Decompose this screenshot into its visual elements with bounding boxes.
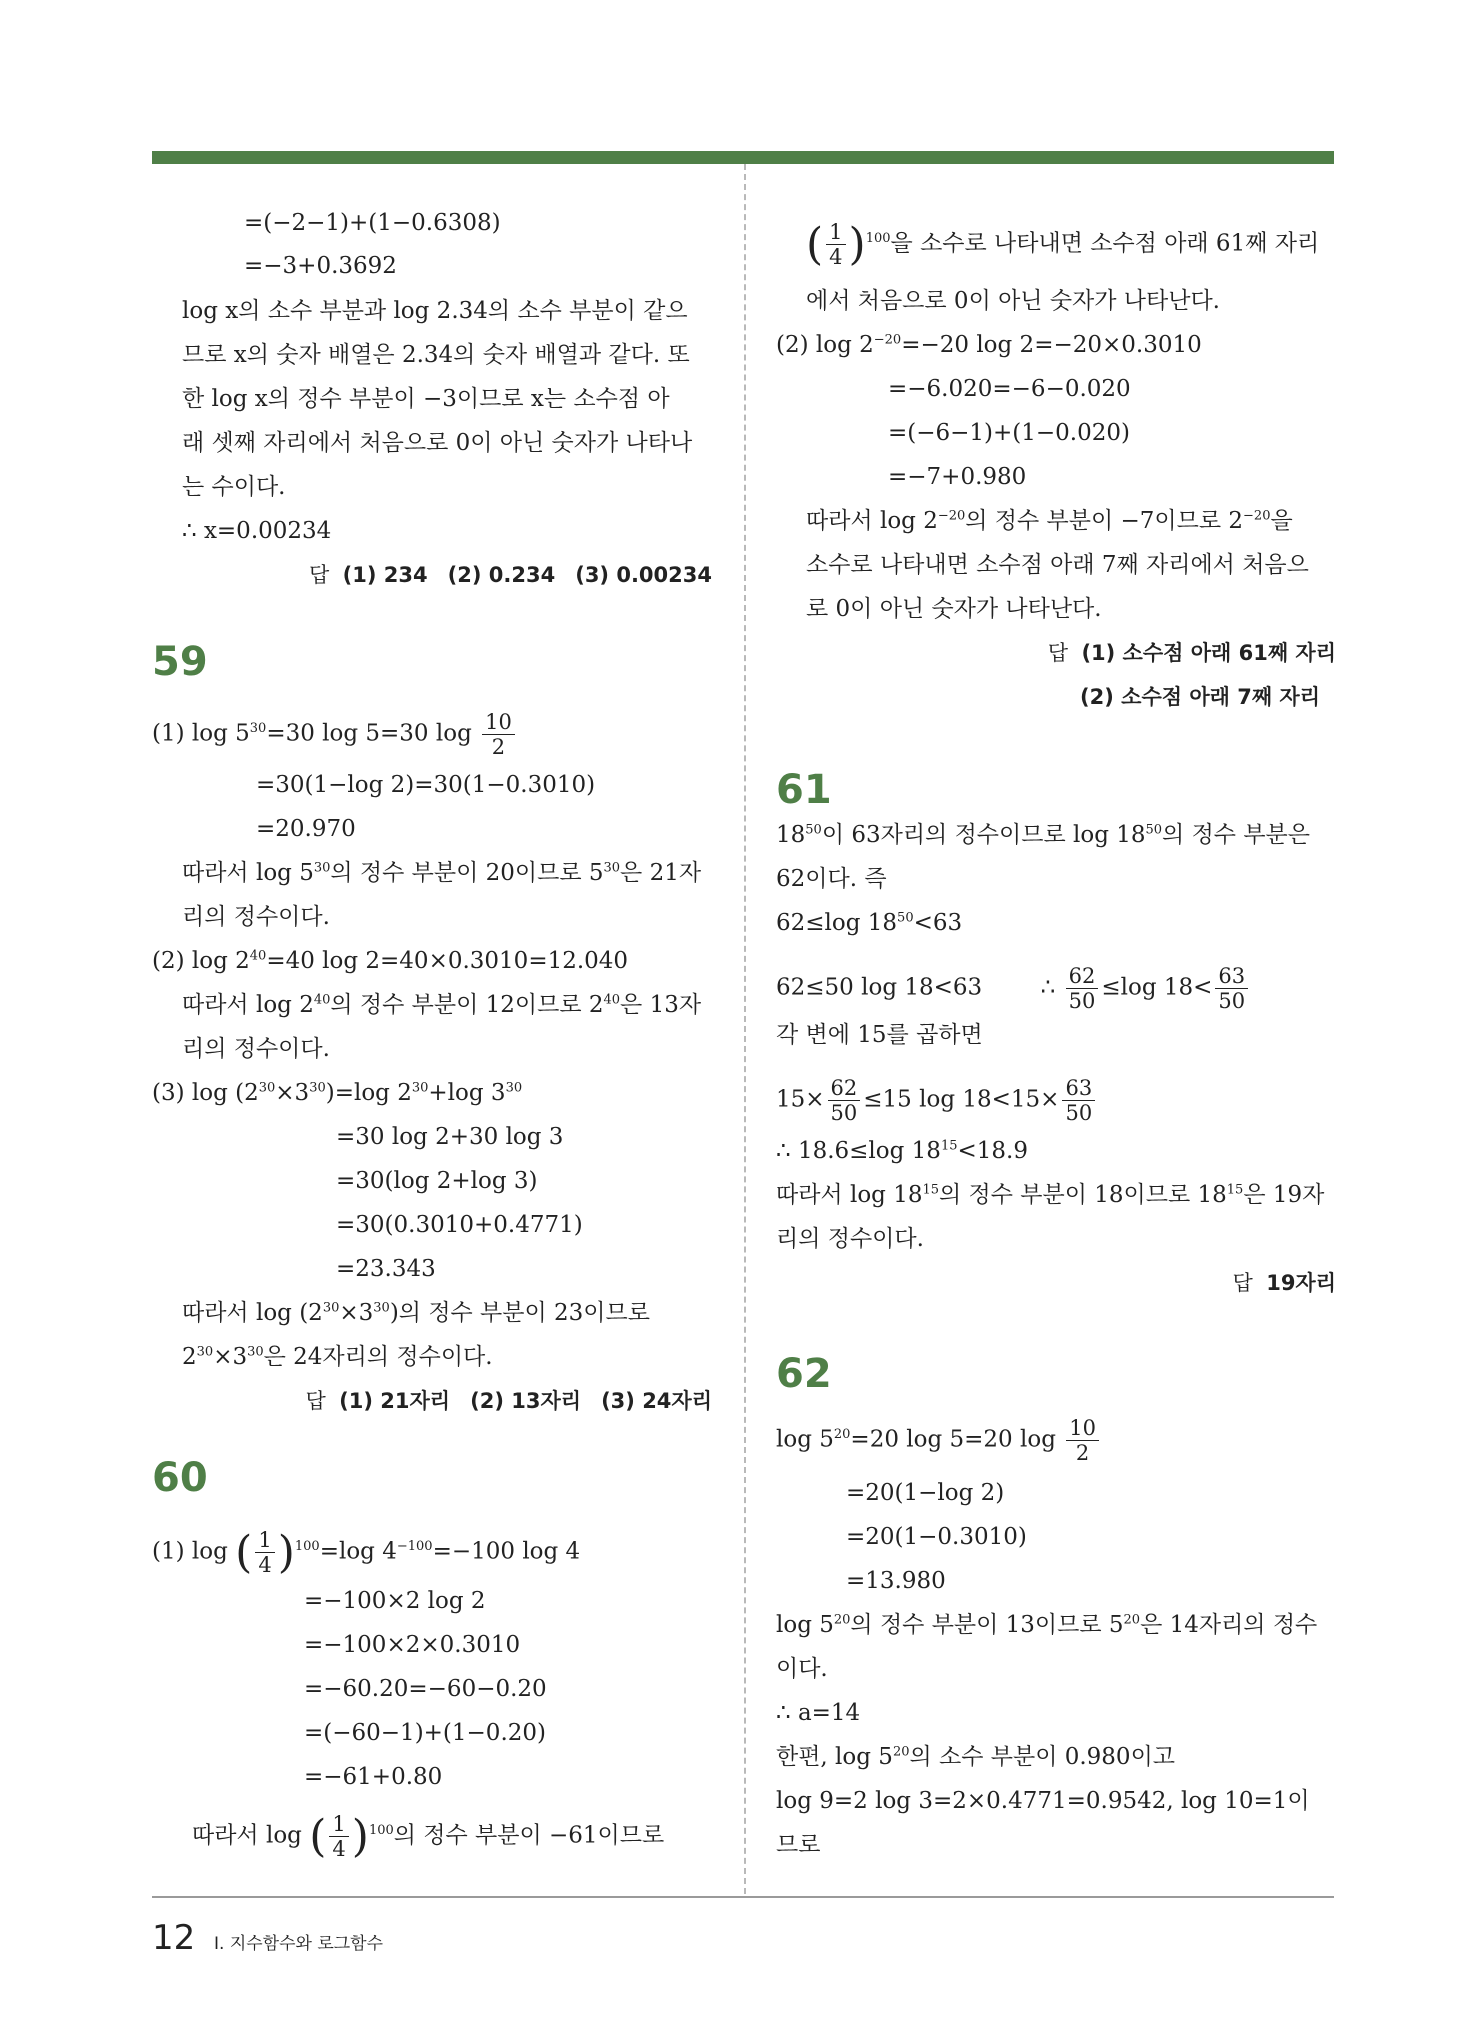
eq-line: 62≤50 log 18<63 ∴ $\frac{62}{50}$ ≤log 18< $\frac{63}{50}$	[776, 964, 1251, 1013]
eq-line: (2) $\log 2^{-20}=-20$ log 2=−20×0.3010	[776, 332, 1202, 358]
fraction: $\frac{1}{4}$	[826, 220, 845, 269]
text-line: 리의 정수이다.	[182, 1036, 330, 1062]
answer-item: (3) 0.00234	[575, 563, 712, 587]
answer-item: (1) 234	[342, 563, 428, 587]
fraction: $\frac{1}{4}$	[329, 1812, 348, 1861]
text-line: 따라서 log ( $\frac{1}{4}$ )$^{100}$의 정수 부분이 −61이므로	[192, 1810, 665, 1862]
text-line: 62이다. 즉	[776, 866, 887, 892]
text-line: 따라서 $\log 5^{30}$의 정수 부분이 20이므로 $5^{30}$은 21자	[182, 860, 702, 886]
text-line: 므로	[776, 1832, 821, 1858]
text-line: 리의 정수이다.	[182, 904, 330, 930]
answer-item: (2) 13자리	[470, 1389, 582, 1413]
column-divider	[744, 164, 746, 1894]
answer-line	[1233, 1268, 1336, 1298]
answer-item: (1) 21자리	[339, 1389, 451, 1413]
text-line: ( $\frac{1}{4}$ )$^{100}$을 소수로 나타내면 소수점 아래 61째 자리	[806, 218, 1320, 270]
eq-line: =−100×2×0.3010	[304, 1632, 521, 1658]
question-number-62: 62	[776, 1351, 832, 1397]
answer-line	[1080, 682, 1320, 712]
eq-line: (2) $\log 2^{40}=40$ log 2=40×0.3010=12.040	[152, 948, 629, 974]
question-number-60: 60	[152, 1455, 208, 1501]
answer-line	[309, 560, 712, 590]
fraction: $\frac{62}{50}$	[1066, 964, 1099, 1013]
eq-line: =−61+0.80	[304, 1764, 443, 1790]
text-line: 한편, $\log 5^{20}$의 소수 부분이 0.980이고	[776, 1744, 1176, 1770]
page-number: 12	[152, 1918, 196, 1958]
answer-line	[1048, 638, 1336, 668]
answer-item: 19자리	[1266, 1271, 1336, 1295]
text-line: log x의 소수 부분과 log 2.34의 소수 부분이 같으	[182, 298, 688, 324]
eq-line: =23.343	[336, 1256, 436, 1282]
text-line: 는 수이다.	[182, 474, 286, 500]
text-line: $2^{30}\times 3^{30}$은 24자리의 정수이다.	[182, 1344, 493, 1370]
eq-line: =−3+0.3692	[244, 253, 397, 279]
answer-line	[306, 1386, 712, 1416]
question-number-59: 59	[152, 639, 208, 685]
answer-item: (3) 24자리	[601, 1389, 712, 1413]
footer-rule	[152, 1896, 1334, 1898]
text-line: 따라서 $\log 18^{15}$의 정수 부분이 18이므로 $18^{15}$은 19자	[776, 1182, 1325, 1208]
text-line: 로 0이 아닌 숫자가 나타난다.	[806, 596, 1102, 622]
text-line: 리의 정수이다.	[776, 1226, 924, 1252]
eq-line: (1) log ( $\frac{1}{4}$ )$^{100}$=log $4^{-100}=-100$ log 4	[152, 1526, 581, 1578]
answer-label: 답	[1232, 1271, 1253, 1295]
answer-label: 답	[308, 563, 330, 587]
fraction: $\frac{10}{2}$	[1066, 1416, 1099, 1465]
fraction: $\frac{10}{2}$	[482, 710, 515, 759]
text-line: 래 셋째 자리에서 처음으로 0이 아닌 숫자가 나타나	[182, 430, 693, 456]
fraction: $\frac{1}{4}$	[255, 1528, 274, 1577]
fraction: $\frac{63}{50}$	[1062, 1076, 1095, 1125]
eq-line: 15× $\frac{62}{50}$ ≤15 log 18<15× $\frac{63}{50}$	[776, 1076, 1098, 1125]
eq-line: =20(1−log 2)	[846, 1480, 1005, 1506]
text-line: 이다.	[776, 1656, 828, 1682]
question-number-61: 61	[776, 767, 832, 813]
answer-item: (2) 0.234	[447, 563, 556, 587]
text-line: 한 log x의 정수 부분이 −3이므로 x는 소수점 아	[182, 386, 670, 412]
eq-line: =(−6−1)+(1−0.020)	[888, 420, 1130, 446]
eq-line: =−6.020=−6−0.020	[888, 376, 1131, 402]
conclusion-line: ∴ x=0.00234	[182, 518, 332, 544]
eq-line: (3) $\log (2^{30}\times 3^{30})=\log$ $2^{30}+\log$ $3^{30}$	[152, 1080, 523, 1106]
eq-line: =30(log 2+log 3)	[336, 1168, 538, 1194]
eq-line: $\log 5^{20}=20$ log 5=20 log $\frac{10}{2}$	[776, 1416, 1102, 1465]
top-green-bar	[152, 151, 1334, 164]
fraction: $\frac{62}{50}$	[828, 1076, 861, 1125]
text-line: $\log 5^{20}$의 정수 부분이 13이므로 $5^{20}$은 14자리의 정수	[776, 1612, 1318, 1638]
answer-label: 답	[1047, 641, 1069, 665]
eq-line: =−60.20=−60−0.20	[304, 1676, 547, 1702]
text-line: 각 변에 15를 곱하면	[776, 1022, 983, 1048]
text-line: 에서 처음으로 0이 아닌 숫자가 나타난다.	[806, 288, 1220, 314]
conclusion-line: ∴ a=14	[776, 1700, 861, 1726]
text-line: 소수로 나타내면 소수점 아래 7째 자리에서 처음으	[806, 552, 1309, 578]
text-line: log 9=2 log 3=2×0.4771=0.9542, log 10=1이	[776, 1788, 1310, 1814]
eq-line: =20(1−0.3010)	[846, 1524, 1027, 1550]
eq-line: =13.980	[846, 1568, 946, 1594]
eq-line: =30(1−log 2)=30(1−0.3010)	[256, 772, 596, 798]
text-line: 므로 x의 숫자 배열은 2.34의 숫자 배열과 같다. 또	[182, 342, 690, 368]
eq-line: ∴ 18.6≤log $18^{15}<18.9$	[776, 1138, 1028, 1164]
answer-label: 답	[305, 1389, 326, 1413]
fraction: $\frac{63}{50}$	[1215, 964, 1248, 1013]
answer-item: (1) 소수점 아래 61째 자리	[1081, 641, 1336, 665]
eq-line: =−7+0.980	[888, 464, 1027, 490]
text-line: 따라서 $\log 2^{-20}$의 정수 부분이 −7이므로 $2^{-20}$을	[806, 508, 1293, 534]
text-line: $18^{50}$이 63자리의 정수이므로 $\log 18^{50}$의 정수 부분은	[776, 822, 1310, 848]
eq-line: 62≤log $18^{50}<63$	[776, 910, 963, 936]
eq-line: =20.970	[256, 816, 356, 842]
answer-item: (2) 소수점 아래 7째 자리	[1080, 685, 1320, 709]
eq-line: =(−60−1)+(1−0.20)	[304, 1720, 546, 1746]
text-line: 따라서 $\log (2^{30}\times 3^{30})$의 정수 부분이 23이므로	[182, 1300, 650, 1326]
eq-line: =30 log 2+30 log 3	[336, 1124, 564, 1150]
text-line: 따라서 $\log 2^{40}$의 정수 부분이 12이므로 $2^{40}$은 13자	[182, 992, 702, 1018]
eq-line: =30(0.3010+0.4771)	[336, 1212, 583, 1238]
eq-line: =(−2−1)+(1−0.6308)	[244, 210, 501, 236]
eq-line: =−100×2 log 2	[304, 1588, 486, 1614]
chapter-label: Ⅰ. 지수함수와 로그함수	[214, 1934, 384, 1954]
eq-line: (1) $\log 5^{30}=30$ log 5=30 log $\frac{10}{2}$	[152, 710, 518, 759]
